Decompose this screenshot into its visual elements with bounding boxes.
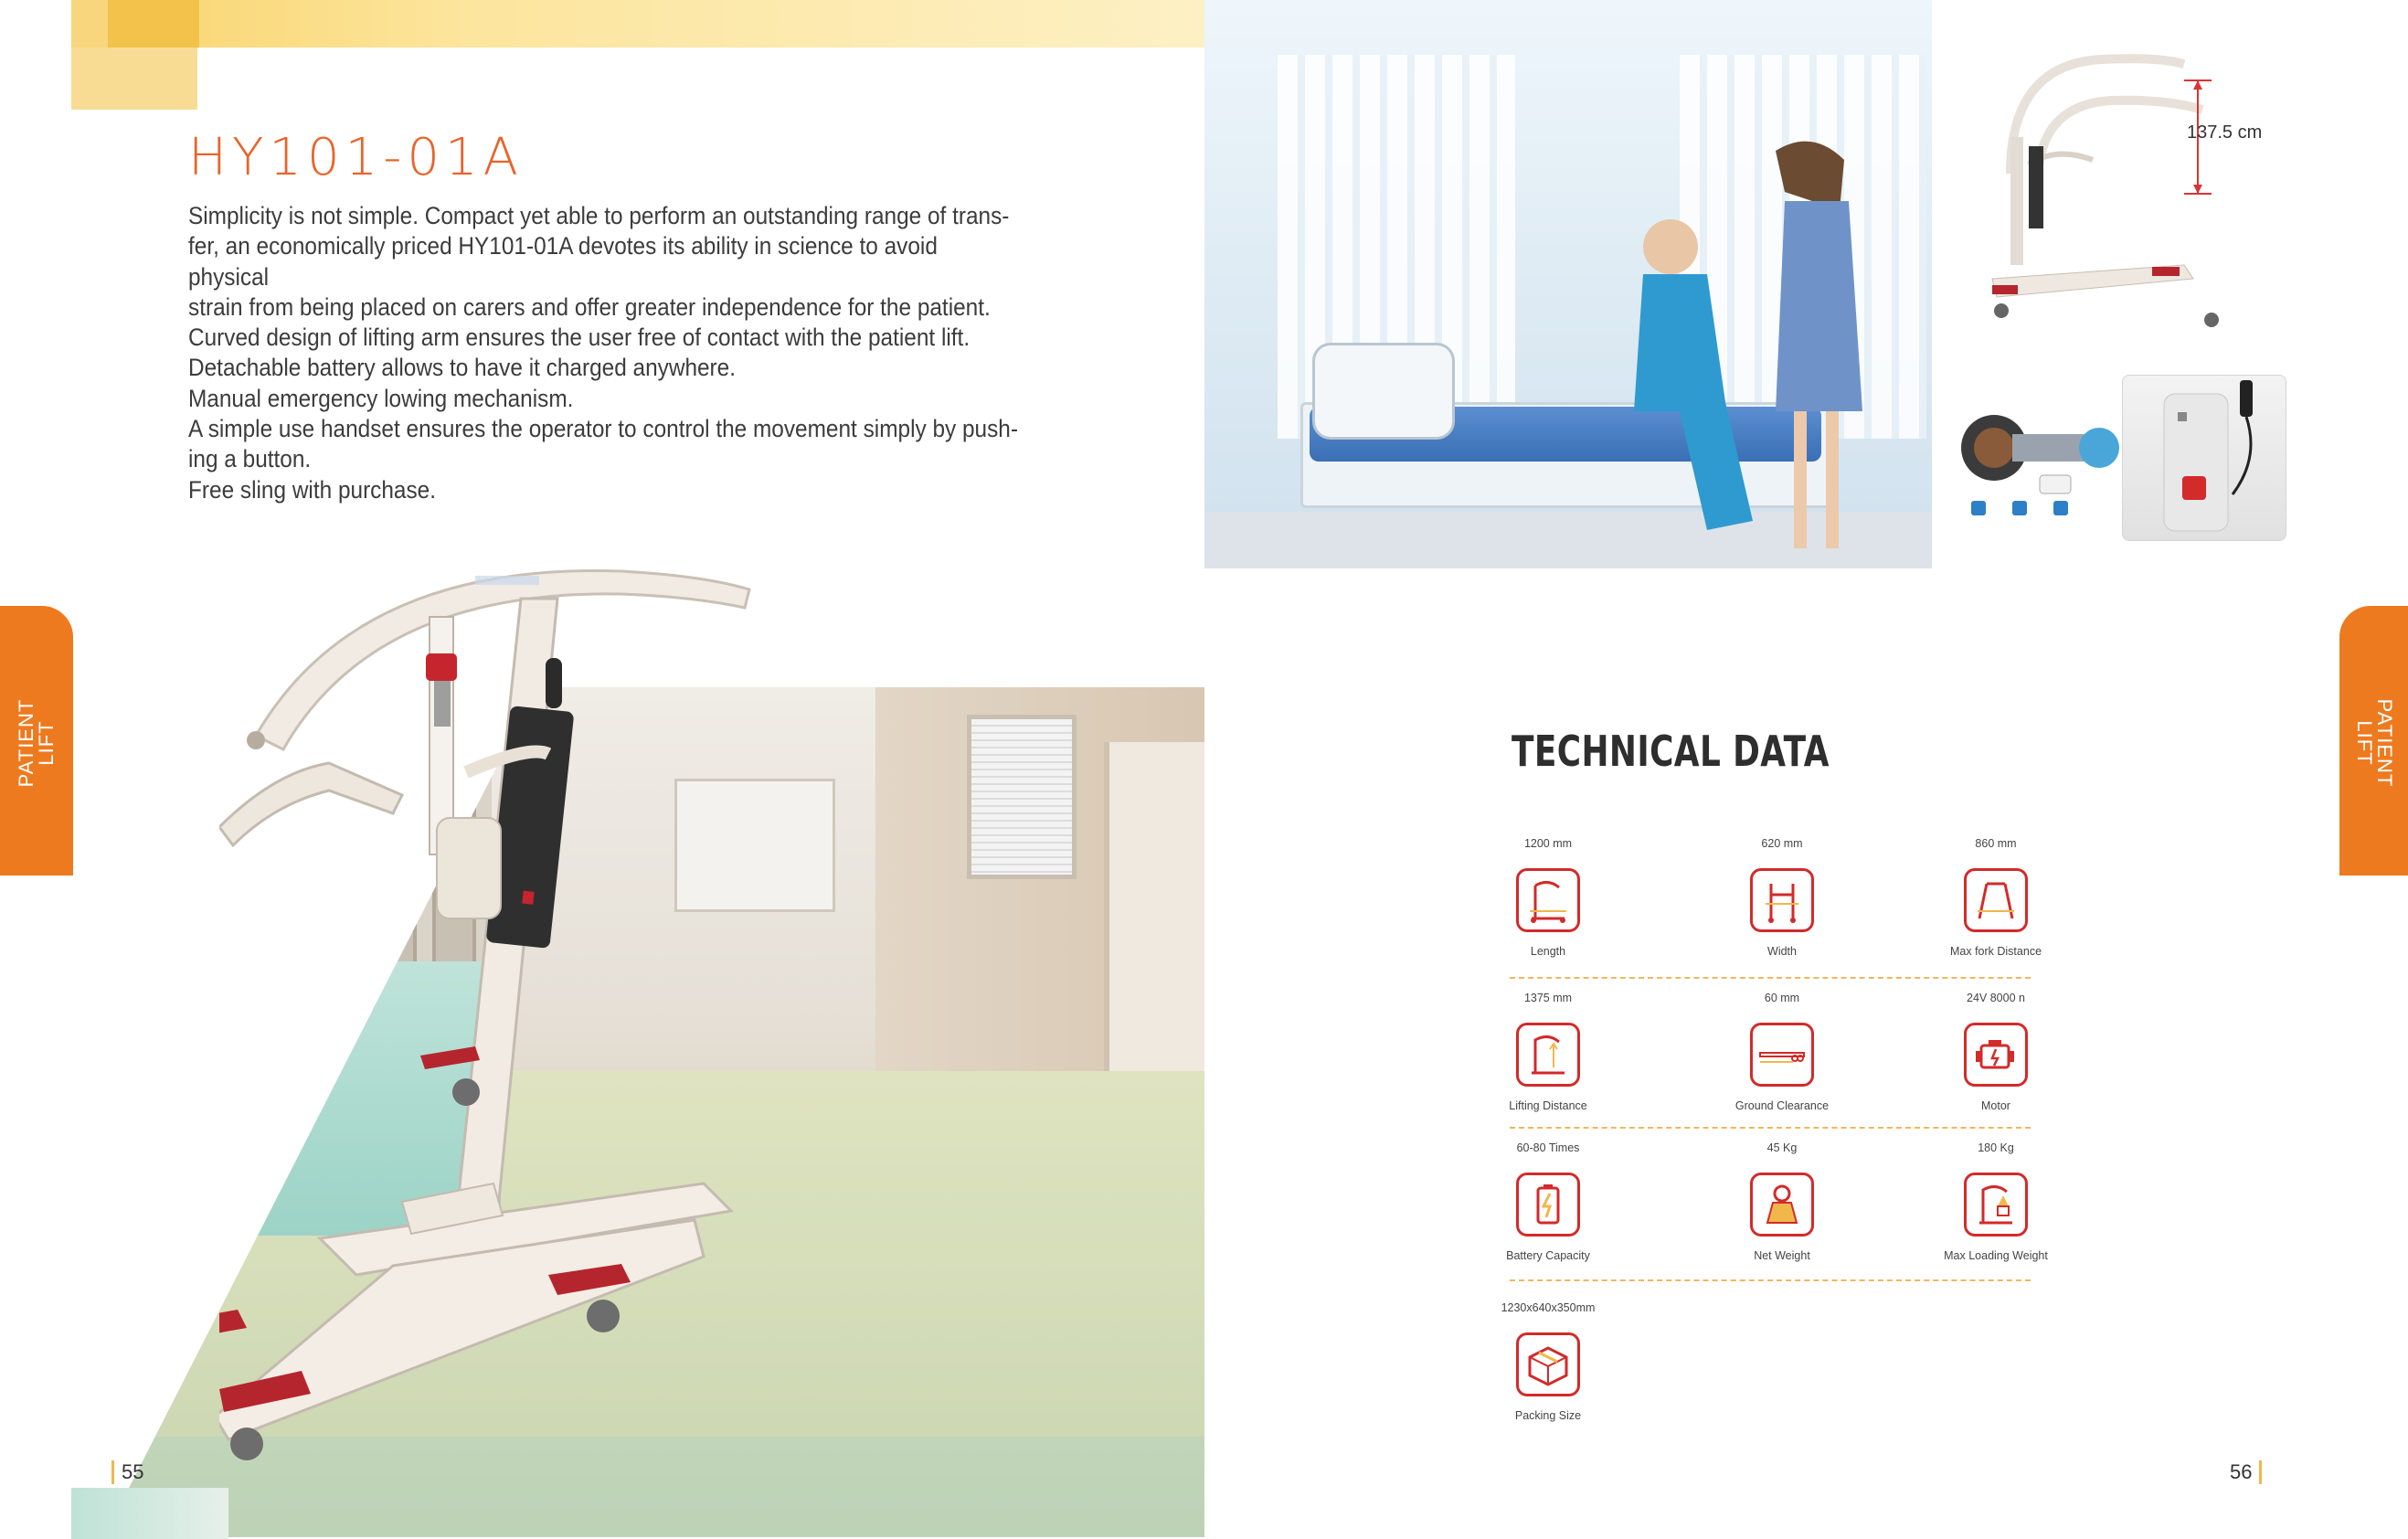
- spec-label: Packing Size: [1514, 1409, 1582, 1422]
- max-load-icon: [1964, 1173, 2028, 1237]
- spec-label: Net Weight: [1754, 1249, 1810, 1262]
- description-line: Free sling with purchase.: [188, 475, 437, 504]
- description-line: fer, an economically priced HY101-01A devotes its ability in science to avoid physical: [188, 232, 938, 291]
- spec-value: 24V 8000 n: [1967, 992, 2025, 1004]
- divider: [1510, 1279, 2031, 1281]
- divider: [1510, 1127, 2031, 1129]
- weight-icon: [1750, 1173, 1814, 1237]
- divider: [1510, 977, 2031, 979]
- spec-label: Width: [1767, 945, 1797, 958]
- spec-label: Motor: [1981, 1099, 2010, 1112]
- side-tab-right: [2339, 606, 2408, 876]
- technical-data-title: TECHNICAL DATA: [1512, 727, 1830, 776]
- spec-label: Lifting Distance: [1509, 1099, 1587, 1112]
- description-line: Manual emergency lowing mechanism.: [188, 384, 574, 412]
- side-tab-left: [0, 606, 73, 876]
- patient-lift-image: [219, 544, 1005, 1512]
- length-icon: [1516, 868, 1580, 932]
- header-band-accent: [108, 0, 199, 48]
- description-line: Detachable battery allows to have it charged anywhere.: [188, 354, 737, 382]
- spec-net-weight: [1672, 1141, 1892, 1264]
- handset-detail-image: [2122, 375, 2286, 541]
- description-line: A simple use handset ensures the operator to control the movement simply by push-: [188, 415, 1018, 443]
- description-line: ing a button.: [188, 445, 312, 473]
- battery-icon: [1516, 1173, 1580, 1237]
- spec-label: Max Loading Weight: [1944, 1249, 2048, 1262]
- spec-packing-size: [1438, 1301, 1658, 1424]
- spec-value: 1200 mm: [1523, 837, 1573, 850]
- lift-dimension-image: [1974, 37, 2303, 329]
- product-description: [188, 201, 1021, 505]
- lifting-distance-icon: [1516, 1023, 1580, 1087]
- spec-label: Max fork Distance: [1949, 945, 2042, 958]
- motor-icon: [1964, 1023, 2028, 1087]
- corner-accent: [71, 1488, 228, 1539]
- spec-ground-clearance: [1672, 992, 1892, 1114]
- side-tab-left-label: PATIENT LIFT: [15, 698, 58, 788]
- ground-clearance-icon: [1750, 1023, 1814, 1087]
- page-number-left: 55: [111, 1460, 143, 1484]
- hospital-room-photo: [1204, 0, 1932, 568]
- spec-value: 620 mm: [1761, 837, 1803, 850]
- description-line: strain from being placed on carers and offer greater independence for the patient.: [188, 292, 991, 321]
- spec-value: 1230x640x350mm: [1501, 1301, 1596, 1314]
- spec-label: Battery Capacity: [1506, 1249, 1590, 1262]
- header-band: [71, 0, 1204, 48]
- spec-motor: [1886, 992, 2106, 1114]
- width-icon: [1750, 868, 1814, 932]
- spec-length: [1438, 837, 1658, 960]
- spec-value: 60 mm: [1764, 992, 1800, 1004]
- spec-value: 180 Kg: [1978, 1141, 2014, 1154]
- spec-lifting-distance: [1438, 992, 1658, 1114]
- spec-value: 60-80 Times: [1516, 1141, 1580, 1154]
- side-tab-right-label: PATIENT LIFT: [2353, 698, 2396, 788]
- spec-max-fork-distance: [1886, 837, 2106, 960]
- description-line: Simplicity is not simple. Compact yet able to perform an outstanding range of trans-: [188, 202, 1010, 229]
- spec-value: 1375 mm: [1523, 992, 1573, 1004]
- spec-value: 860 mm: [1975, 837, 2017, 850]
- page-number-right: 56: [2230, 1460, 2262, 1484]
- product-title: HY101-01A: [188, 128, 524, 187]
- fork-distance-icon: [1964, 868, 2028, 932]
- spec-width: [1672, 837, 1892, 960]
- spec-max-loading-weight: [1886, 1141, 2106, 1264]
- lift-height-label: 137.5 cm: [2187, 122, 2263, 143]
- package-icon: [1516, 1332, 1580, 1396]
- spec-battery-capacity: [1438, 1141, 1658, 1264]
- description-line: Curved design of lifting arm ensures the user free of contact with the patient lift.: [188, 324, 971, 352]
- spec-label: Ground Clearance: [1734, 1099, 1830, 1112]
- spec-label: Length: [1530, 945, 1566, 958]
- spec-value: 45 Kg: [1766, 1141, 1798, 1154]
